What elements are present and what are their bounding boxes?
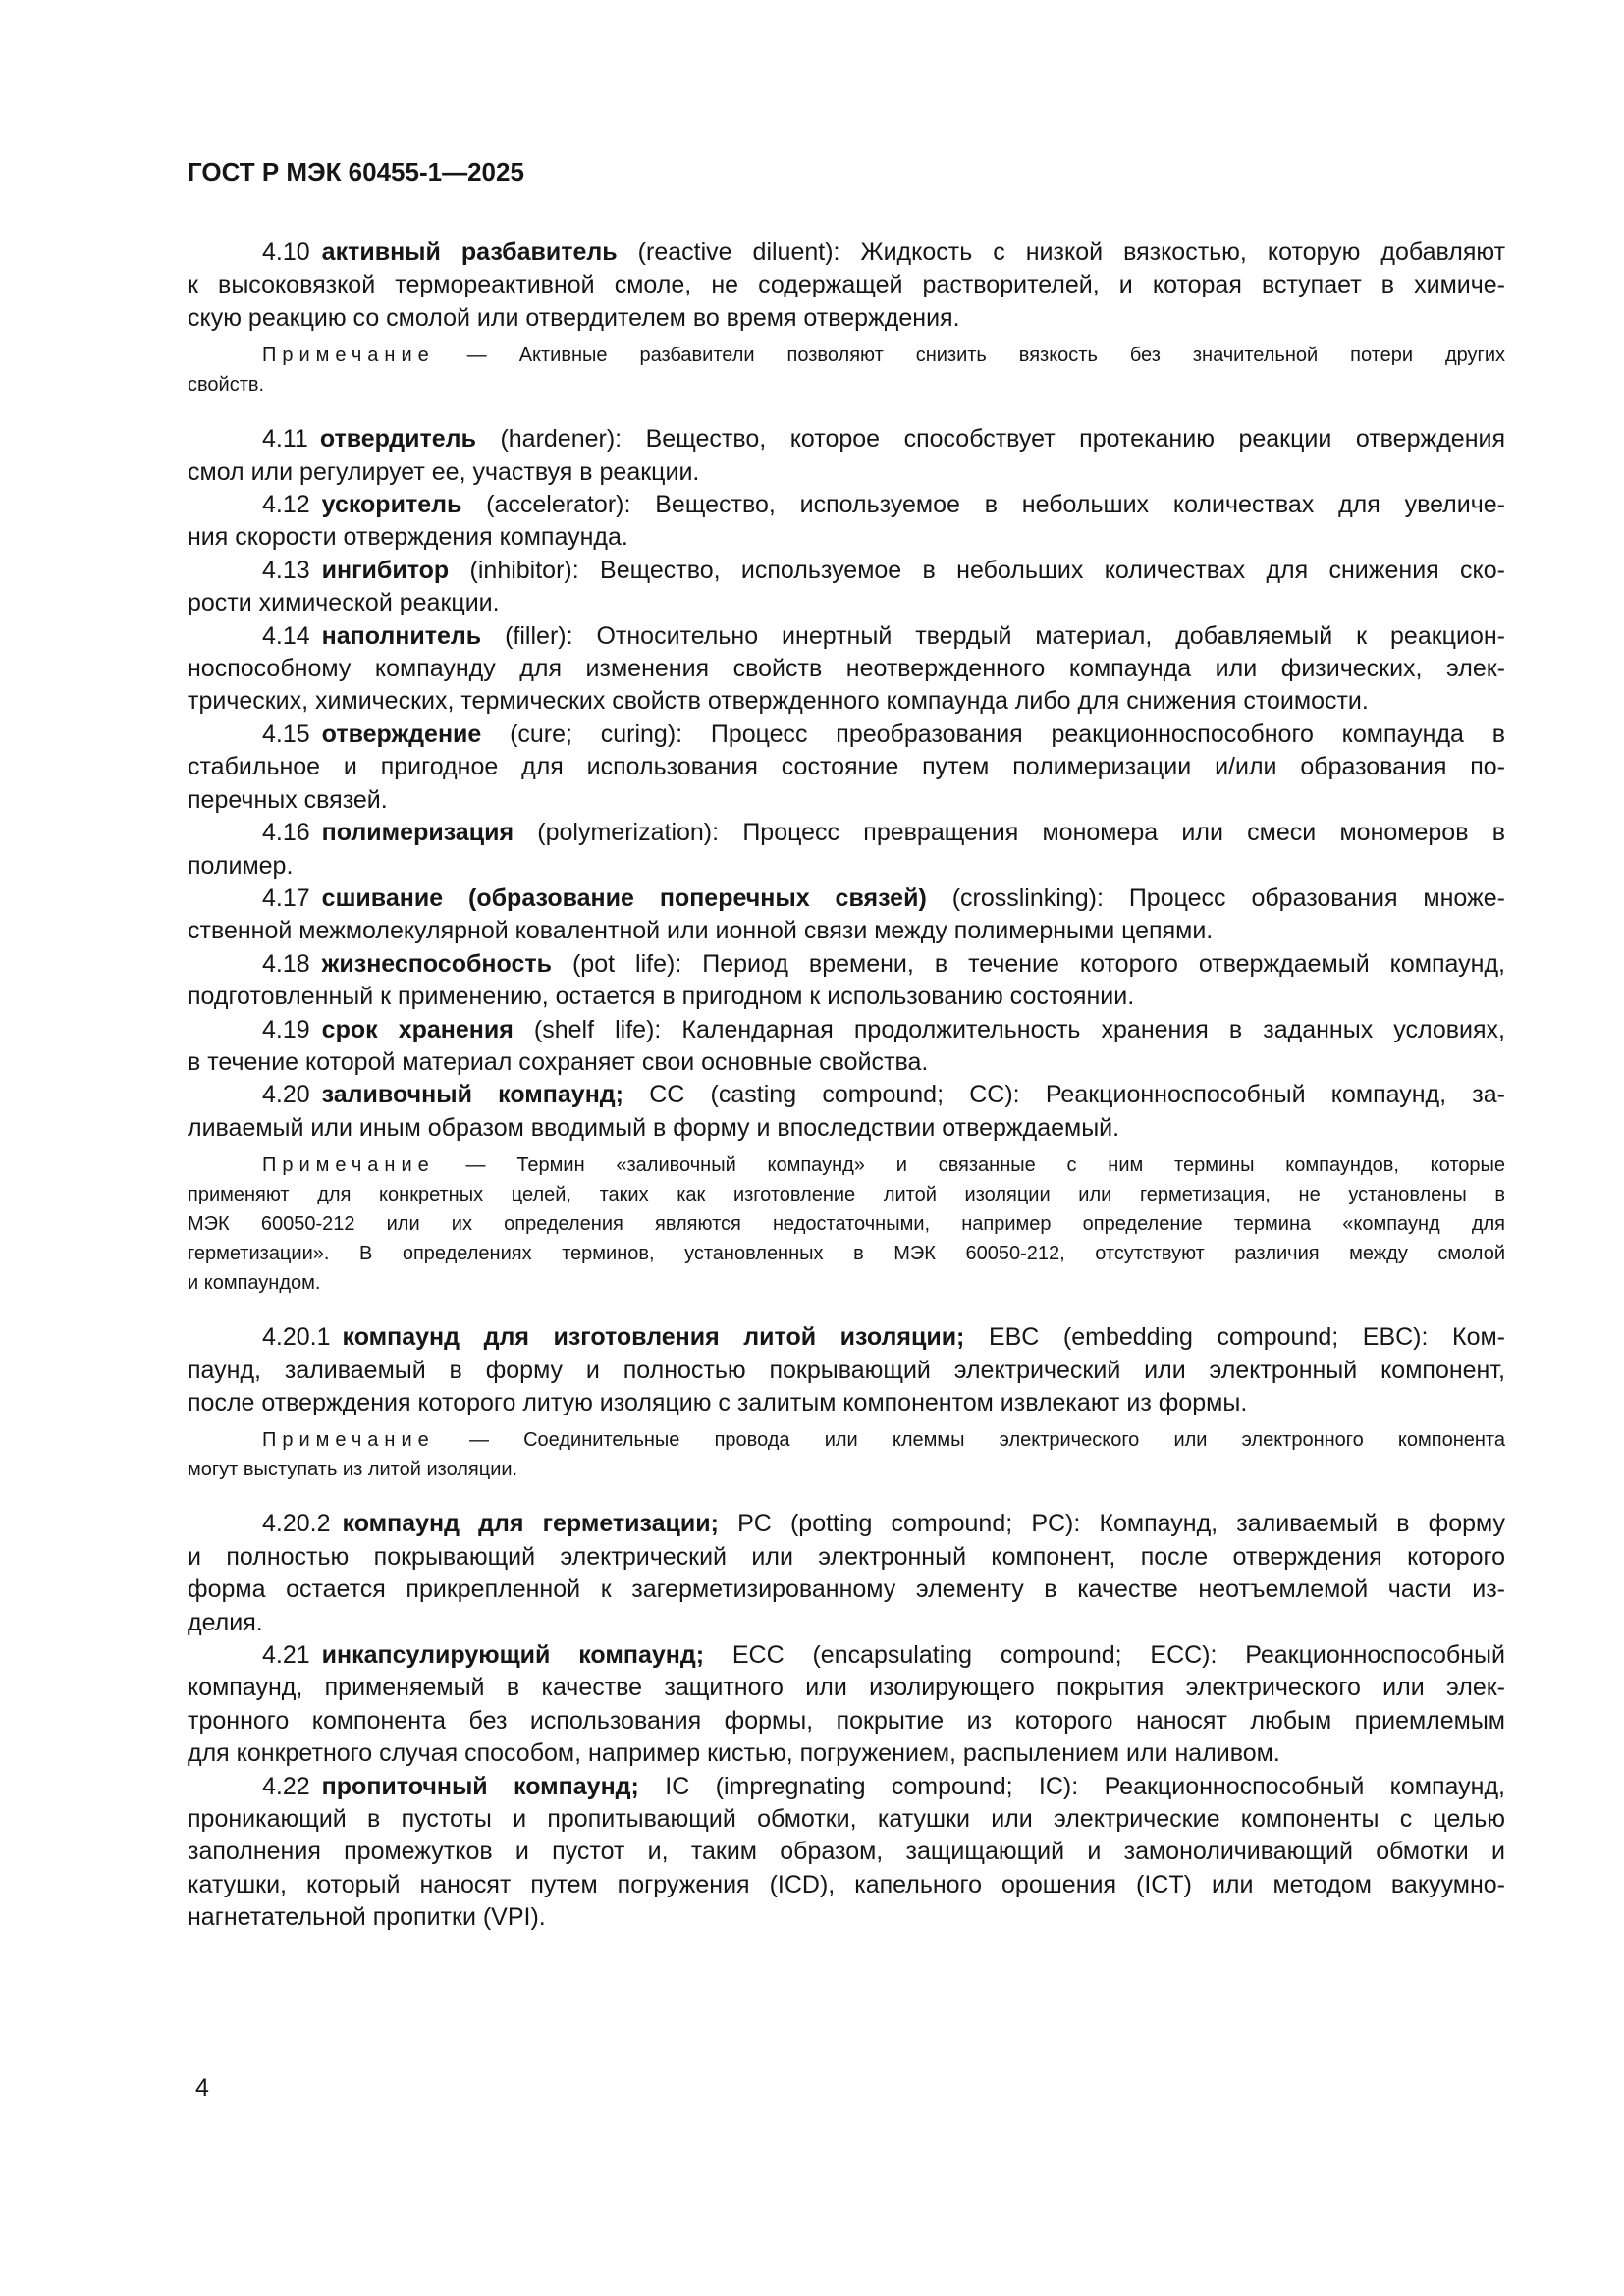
definition-text: Процесс образования множе- bbox=[1128, 883, 1505, 912]
clause-number: 4.17 bbox=[262, 883, 310, 912]
definition-text: Процесс преобразования реакционноспособного компаунда в bbox=[710, 720, 1505, 748]
definition-4-15 bbox=[188, 719, 1505, 817]
term-en: (accelerator): bbox=[461, 491, 656, 519]
text-line: МЭК 60050-212 или их определения являются недостаточными, например определение термина «компаунд для bbox=[188, 1213, 1505, 1236]
term-ru: ускоритель bbox=[321, 491, 462, 519]
term-en: (pot life): bbox=[552, 949, 703, 978]
text-line: делия. bbox=[188, 1608, 263, 1636]
note-label: Примечание bbox=[262, 345, 435, 367]
text-line: перечных связей. bbox=[188, 785, 388, 814]
definition-text: Ком- bbox=[1452, 1323, 1505, 1352]
term-ru: компаунд для герметизации; bbox=[342, 1510, 719, 1538]
note-first-line bbox=[188, 1425, 1505, 1455]
term-ru: наполнитель bbox=[321, 621, 482, 650]
text-line: форма остается прикрепленной к загерметизированному элементу в качестве неотъемлемой части из- bbox=[188, 1575, 1505, 1604]
definition-first-line bbox=[188, 719, 1505, 751]
definition-4-12 bbox=[188, 489, 1505, 555]
term-en: (inhibitor): bbox=[449, 556, 601, 584]
term-en: EBC (embedding compound; EBC): bbox=[964, 1323, 1453, 1352]
definition-first-line bbox=[188, 817, 1505, 849]
clause-number: 4.14 bbox=[262, 621, 310, 650]
definition-first-line bbox=[188, 882, 1505, 915]
note-text: — Соединительные провода или клеммы электрического или электронного компонента bbox=[468, 1429, 1505, 1452]
term-ru: ингибитор bbox=[321, 556, 450, 584]
text-line: катушки, который наносят путем погружения (ICD), капельного орошения (ICT) или методом вакуумно- bbox=[188, 1870, 1505, 1898]
note-first-line bbox=[188, 341, 1505, 370]
note-2 bbox=[188, 1150, 1505, 1298]
page-number: 4 bbox=[195, 2074, 209, 2102]
term-ru: инкапсулирующий компаунд; bbox=[321, 1641, 705, 1669]
note-3 bbox=[188, 1425, 1505, 1484]
text-line: скую реакцию со смолой или отвердителем во время отверждения. bbox=[188, 303, 960, 332]
definition-text: Вещество, используемое в небольших количествах для снижения ско- bbox=[600, 556, 1505, 584]
text-line: для конкретного случая способом, например кистью, погружением, распылением или наливом. bbox=[188, 1739, 1280, 1768]
text-line: и компаундом. bbox=[188, 1272, 321, 1295]
clause-number: 4.12 bbox=[262, 491, 310, 519]
text-line: трических, химических, термических свойств отвержденного компаунда либо для снижения стоимости. bbox=[188, 687, 1369, 716]
term-ru: заливочный компаунд; bbox=[321, 1081, 623, 1109]
text-line: и полностью покрывающий электрический или электронный компонент, после отверждения которого bbox=[188, 1542, 1505, 1571]
note-text: — Активные разбавители позволяют снизить вязкость без значительной потери других bbox=[466, 345, 1505, 367]
text-line: носпособному компаунду для изменения свойств неотвержденного компаунда или физических, элек- bbox=[188, 655, 1505, 683]
clause-number: 4.18 bbox=[262, 949, 310, 978]
definition-text: Относительно инертный твердый материал, добавляемый к реакцион- bbox=[596, 621, 1505, 650]
term-en: IC (impregnating compound; IC): bbox=[638, 1772, 1105, 1800]
definition-text: Период времени, в течение которого отверждаемый компаунд, bbox=[702, 949, 1505, 978]
definition-text: Реакционноспособный bbox=[1245, 1641, 1505, 1669]
definition-4-20 bbox=[188, 1079, 1505, 1145]
definition-text: Реакционноспособный компаунд, bbox=[1104, 1772, 1505, 1800]
definition-first-line bbox=[188, 1508, 1505, 1540]
document-title: ГОСТ Р МЭК 60455-1—2025 bbox=[188, 157, 524, 187]
text-line: рости химической реакции. bbox=[188, 589, 500, 617]
term-ru: пропиточный компаунд; bbox=[321, 1772, 639, 1800]
definition-first-line bbox=[188, 1771, 1505, 1803]
definition-4-20-2 bbox=[188, 1508, 1505, 1639]
definition-4-17 bbox=[188, 882, 1505, 948]
text-line: ния скорости отверждения компаунда. bbox=[188, 523, 628, 552]
term-en: CC (casting compound; CC): bbox=[623, 1081, 1046, 1109]
clause-number: 4.10 bbox=[262, 239, 310, 266]
text-line: нагнетательной пропитки (VPI). bbox=[188, 1903, 546, 1932]
definition-4-21 bbox=[188, 1639, 1505, 1771]
clause-number: 4.13 bbox=[262, 556, 310, 584]
definition-first-line bbox=[188, 489, 1505, 521]
definition-4-19 bbox=[188, 1014, 1505, 1080]
clause-number: 4.19 bbox=[262, 1015, 310, 1043]
definition-text: Процесс превращения мономера или смеси мономеров в bbox=[742, 819, 1505, 847]
text-line: смол или регулирует ее, участвуя в реакции. bbox=[188, 457, 700, 486]
definition-4-18 bbox=[188, 948, 1505, 1014]
definition-4-22 bbox=[188, 1771, 1505, 1935]
definition-first-line bbox=[188, 237, 1505, 269]
definition-first-line bbox=[188, 423, 1505, 455]
clause-number: 4.16 bbox=[262, 819, 310, 847]
note-label: Примечание bbox=[262, 1154, 435, 1177]
text-line: паунд, заливаемый в форму и полностью покрывающий электрический или электронный компонент, bbox=[188, 1356, 1505, 1384]
definition-first-line bbox=[188, 1639, 1505, 1672]
term-en: (shelf life): bbox=[513, 1015, 682, 1043]
text-line: герметизации». В определениях терминов, установленных в МЭК 60050-212, отсутствуют различия между смолой bbox=[188, 1243, 1505, 1265]
term-ru: жизнеспособность bbox=[321, 949, 552, 978]
text-line: ливаемый или иным образом вводимый в форму и впоследствии отверждаемый. bbox=[188, 1113, 1120, 1142]
term-en: (reactive diluent): bbox=[617, 239, 861, 266]
term-en: (hardener): bbox=[475, 425, 646, 454]
text-line: после отверждения которого литую изоляцию с залитым компонентом извлекают из формы. bbox=[188, 1388, 1248, 1416]
clause-number: 4.20.1 bbox=[262, 1323, 331, 1352]
text-line: подготовленный к применению, остается в пригодном к использованию состоянии. bbox=[188, 983, 1135, 1011]
note-first-line bbox=[188, 1150, 1505, 1180]
definition-first-line bbox=[188, 1079, 1505, 1111]
note-1 bbox=[188, 341, 1505, 400]
definition-4-13 bbox=[188, 555, 1505, 620]
definition-4-10 bbox=[188, 237, 1505, 335]
text-line: к высоковязкой термореактивной смоле, не содержащей растворителей, и которая вступает в химиче- bbox=[188, 271, 1505, 299]
term-ru: полимеризация bbox=[321, 819, 514, 847]
term-ru: отверждение bbox=[321, 720, 482, 748]
definition-first-line bbox=[188, 555, 1505, 587]
definition-text: Вещество, которое способствует протеканию реакции отверждения bbox=[645, 425, 1505, 454]
text-line: ственной межмолекулярной ковалентной или ионной связи между полимерными цепями. bbox=[188, 917, 1214, 945]
definition-text: Вещество, используемое в небольших количествах для увеличе- bbox=[655, 491, 1505, 519]
text-line: заполнения промежутков и пустот и, таким образом, защищающий и замоноличивающий обмотки и bbox=[188, 1838, 1505, 1866]
definition-first-line bbox=[188, 1014, 1505, 1046]
clause-number: 4.21 bbox=[262, 1641, 310, 1669]
definition-4-14 bbox=[188, 620, 1505, 719]
text-line: проникающий в пустоты и пропитывающий обмотки, катушки или электрические компоненты с целью bbox=[188, 1805, 1505, 1834]
term-ru: срок хранения bbox=[321, 1015, 514, 1043]
definition-4-20-1 bbox=[188, 1321, 1505, 1419]
text-line: применяют для конкретных целей, таких как изготовление литой изоляции или герметизация, не установлены в bbox=[188, 1184, 1505, 1206]
definition-first-line bbox=[188, 1321, 1505, 1354]
term-en: (crosslinking): bbox=[926, 883, 1129, 912]
definition-first-line bbox=[188, 948, 1505, 981]
note-text: — Термин «заливочный компаунд» и связанные с ним термины компаундов, которые bbox=[465, 1154, 1505, 1177]
definition-text: Календарная продолжительность хранения в заданных условиях, bbox=[681, 1015, 1505, 1043]
clause-number: 4.20 bbox=[262, 1081, 310, 1109]
clause-number: 4.22 bbox=[262, 1772, 310, 1800]
text-line: полимер. bbox=[188, 851, 294, 880]
term-en: (filler): bbox=[481, 621, 597, 650]
clause-number: 4.15 bbox=[262, 720, 310, 748]
term-ru: активный разбавитель bbox=[321, 239, 618, 266]
definition-first-line bbox=[188, 620, 1505, 653]
definition-4-16 bbox=[188, 817, 1505, 882]
note-label: Примечание bbox=[262, 1429, 435, 1452]
definition-text: Реакционноспособный компаунд, за- bbox=[1045, 1081, 1506, 1109]
text-line: могут выступать из литой изоляции. bbox=[188, 1459, 518, 1481]
text-line: тронного компонента без использования формы, покрытие из которого наносят любым приемлемым bbox=[188, 1706, 1505, 1735]
definition-text: Компаунд, заливаемый в форму bbox=[1099, 1510, 1505, 1538]
term-ru: компаунд для изготовления литой изоляции; bbox=[342, 1323, 965, 1352]
definition-4-11 bbox=[188, 423, 1505, 489]
text-line: свойств. bbox=[188, 374, 265, 397]
term-en: (cure; curing): bbox=[481, 720, 711, 748]
text-line: компаунд, применяемый в качестве защитного или изолирующего покрытия электрического или элек- bbox=[188, 1674, 1505, 1702]
clause-number: 4.11 bbox=[262, 425, 308, 454]
clause-number: 4.20.2 bbox=[262, 1510, 331, 1538]
term-en: PC (potting compound; PC): bbox=[718, 1510, 1100, 1538]
text-line: в течение которой материал сохраняет свои основные свойства. bbox=[188, 1047, 929, 1076]
term-en: (polymerization): bbox=[514, 819, 743, 847]
term-ru: сшивание (образование поперечных связей) bbox=[321, 883, 927, 912]
term-ru: отвердитель bbox=[319, 425, 476, 454]
text-line: стабильное и пригодное для использования состояние путем полимеризации и/или образования по- bbox=[188, 753, 1505, 781]
definition-text: Жидкость с низкой вязкостью, которую добавляют bbox=[860, 239, 1506, 266]
page-content bbox=[188, 155, 1505, 1935]
term-en: ECC (encapsulating compound; ECC): bbox=[704, 1641, 1246, 1669]
